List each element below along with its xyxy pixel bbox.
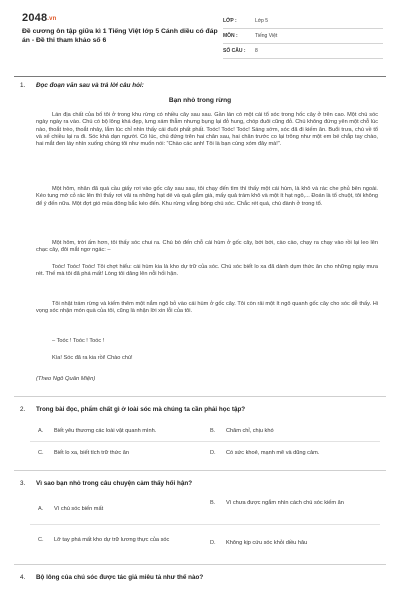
option-d[interactable] (210, 540, 376, 547)
story-paragraph: Một hôm, nhân đã quá cầu giấy rơi vào gốc cây sau sau, tôi chạy đến tìm thì thấy một cái hùm, là khô và rác che phủ bên ngoài. Kéo tung mớ cỏ rác lên thì thấy rơi vãi ra những hạt dẻ và quả gắm già, mấy quả trám khô và một ít hạt ngô,... Đoán là tổ chuột, tôi không để ý đến nữa. Một đợt gió mùa đông bắc kéo đến. Khu rừng vắng bóng chú sóc. Chắc rét quá, chú đành ở trong tổ. (36, 186, 378, 207)
meta-value: Tiếng Việt (255, 33, 278, 39)
option-letter: B. (210, 500, 216, 506)
question-number: 4. (20, 574, 26, 581)
meta-row-count (223, 44, 383, 59)
header (0, 0, 400, 68)
option-c[interactable] (38, 450, 182, 457)
option-d[interactable] (210, 450, 354, 457)
option-divider (30, 441, 380, 442)
question-divider (14, 564, 386, 565)
story-title: Bạn nhỏ trong rừng (168, 97, 232, 104)
question-4 (20, 574, 380, 581)
question-head (20, 574, 380, 581)
meta-row-class (223, 14, 383, 29)
question-prompt: Đọc đoạn văn sau và trả lời câu hỏi: (36, 82, 144, 89)
question-head (20, 480, 380, 487)
option-letter: A. (38, 428, 44, 434)
question-number: 1. (20, 82, 26, 89)
option-b[interactable] (210, 500, 366, 507)
option-text: Biết lo xa, biết tích trữ thức ăn (54, 450, 129, 456)
option-text: Biết yêu thương các loài vật quanh mình. (54, 428, 157, 434)
option-b[interactable] (210, 428, 354, 435)
option-letter: A. (38, 506, 44, 512)
option-letter: D. (210, 450, 216, 456)
question-3 (20, 480, 380, 487)
story-paragraph: Một hôm, trời ấm hơn, tôi thấy sóc chui ra. Chú bò đến chỗ cái hùm ở gốc cây, bới bới, cào cào, chạy ra chạy vào rồi lại leo lên chạc cây, đôi mắt ngơ ngác: – (36, 240, 378, 254)
option-a[interactable] (38, 506, 182, 513)
story-paragraph: Toóc! Toóc! Toóc! Tôi chợt hiểu: cái hùm kia là kho dự trữ của sóc. Chú sóc biết lo xa đã dành dụm thức ăn cho những ngày mưa rét. Thế mà tôi đã phá mất! Lòng tôi dâng lên nỗi hối hận. (36, 264, 378, 278)
question-number: 3. (20, 480, 26, 487)
story-paragraph: Kìa! Sóc đã ra kia rồi! Chào chú! (52, 355, 133, 361)
brand-name: 2048 (22, 12, 48, 24)
option-c[interactable] (38, 537, 194, 544)
option-text: Vì chú sóc biến mất (54, 506, 104, 512)
question-head (20, 82, 380, 89)
question-prompt: Vì sao bạn nhỏ trong câu chuyện cảm thấy hối hận? (36, 480, 193, 487)
meta-value: Lớp 5 (255, 18, 269, 24)
story-paragraph: Tôi nhặt trám rừng và kiếm thêm một nắm ngô bỏ vào cái hùm ở gốc cây. Tôi còn rải một ít ngô quanh gốc cây cho sóc dễ thấy. Hi vọng sóc nhận món quà của tôi, cũng là nhận lời xin lỗi của tôi. (36, 301, 378, 315)
site-logo[interactable] (22, 12, 57, 24)
question-prompt: Bộ lông của chú sóc được tác giả miêu tả như thế nào? (36, 574, 204, 581)
question-prompt: Trong bài đọc, phẩm chất gì ở loài sóc mà chúng ta cần phải học tập? (36, 406, 246, 413)
option-text: Lỡ tay phá mất kho dự trữ lương thực của sóc (54, 537, 170, 543)
meta-label: LỚP : (223, 18, 237, 24)
meta-table (223, 14, 383, 59)
story-paragraph: Lán địa chất của bố tôi ở trong khu rừng có nhiều cây sau sau. Gần lán có một cái tổ sóc trong hốc cây ở trên cao. Một chú sóc ngày ngày ra vào. Chú có bộ lông khá đẹp, lưng xám thẫm nhưng bụng lại đỏ hung, chóp đuôi cũng đỏ. Chú không đứng yên một chỗ lúc nào, thoắt trèo, thoắt nhảy, lắm lúc chỉ nhìn thấy cái đuôi phất phất. Toóc! Toóc! Toóc! Sáng sớm, sóc đã đi kiếm ăn. Buổi trưa, chú về tổ và xế chiều lại ra đi. Sóc khá dạn người. Có lúc, chú đứng trên hai chân sau, hai chân trước co lại trông như một em bé chắp tay chào, hai mắt đen láy nhìn xuống chúng tôi như muốn nói: “Chào các anh! Tôi là bạn cùng xóm đây mà!”. (36, 112, 378, 148)
option-text: Chăm chỉ, chịu khó (226, 428, 274, 434)
meta-value: 8 (255, 48, 258, 54)
story-paragraph: – Toóc ! Toóc ! Toóc ! (52, 338, 105, 344)
question-divider (14, 396, 386, 397)
option-letter: D. (210, 540, 216, 546)
question-1 (20, 82, 380, 89)
option-letter: C. (38, 450, 44, 456)
header-divider (14, 76, 386, 77)
question-number: 2. (20, 406, 26, 413)
document-title: Đề cương ôn tập giữa kì 1 Tiếng Việt lớp 5 Cánh diều có đáp án - Đề thi tham khảo số 6 (22, 28, 218, 45)
option-text: Vì chưa được ngắm nhìn cách chú sóc kiếm ăn (226, 500, 344, 506)
story-author: (Theo Ngô Quân Miện) (36, 376, 96, 382)
meta-row-subject (223, 29, 383, 44)
option-a[interactable] (38, 428, 182, 435)
question-head (20, 406, 380, 413)
question-divider (14, 470, 386, 471)
option-text: Không kịp cứu sóc khỏi diều hâu (226, 540, 308, 546)
option-letter: C. (38, 537, 44, 543)
option-text: Có sức khoẻ, mạnh mẽ và dũng cảm. (226, 450, 320, 456)
brand-suffix: .vn (47, 16, 57, 22)
option-divider (30, 524, 380, 525)
meta-label: MÔN : (223, 33, 238, 39)
question-2 (20, 406, 380, 413)
meta-label: SỐ CÂU : (223, 48, 246, 54)
option-letter: B. (210, 428, 216, 434)
